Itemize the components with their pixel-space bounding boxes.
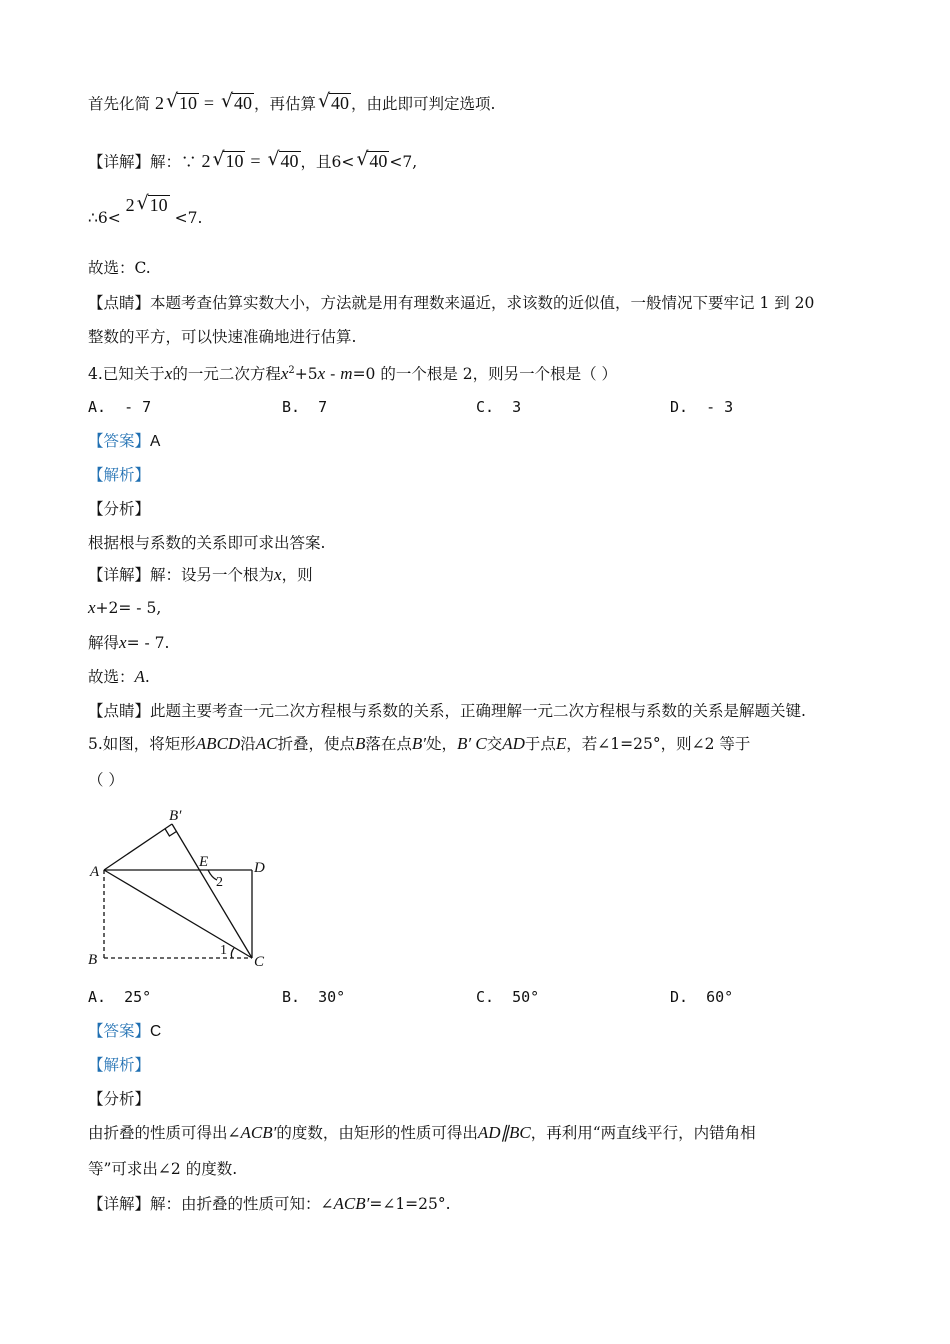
label-b: B — [88, 952, 98, 968]
q4-comment: 【点睛】此题主要考查一元二次方程根与系数的关系，正确理解一元二次方程根与系数的关系是解题关键. — [88, 702, 806, 720]
q4-step1: x+2= - 5, — [88, 598, 162, 617]
q3-detail-line: 【详解】解：∵ 2 √ 10 = √ 40 ，且6< √ 40 <7, — [88, 148, 418, 171]
q4-option-b[interactable]: B. 7 — [282, 398, 328, 416]
sqrt-10: √ 10 — [212, 148, 244, 171]
segment-bprime-c — [172, 824, 252, 958]
q4-detail: 【详解】解：设另一个根为x，则 — [88, 565, 313, 584]
label-bprime: B′ — [169, 808, 182, 824]
folded-rectangle-figure — [84, 802, 284, 974]
q4-step2: 解得x= - 7. — [88, 633, 170, 652]
q4-analysis-tag: 【解析】 — [88, 466, 151, 484]
q4-option-c[interactable]: C. 3 — [476, 398, 522, 416]
angle-1-arc — [231, 948, 234, 958]
q4-answer: 【答案】A — [88, 432, 161, 450]
q5-option-b[interactable]: B. 30° — [282, 988, 346, 1006]
label-c: C — [254, 954, 265, 970]
label-angle-1: 1 — [220, 943, 227, 958]
q3-analysis-line: 首先化简 2 √ 10 = √ 40 ，再估算 √ 40 ，由此即可判定选项. — [88, 90, 496, 113]
q5-fenxi-tag: 【分析】 — [88, 1090, 151, 1108]
q5-option-c[interactable]: C. 50° — [476, 988, 540, 1006]
sqrt-10: √ 10 — [165, 90, 197, 113]
sqrt-40: √ 40 — [220, 90, 252, 113]
q5-detail: 【详解】解：由折叠的性质可知：∠ACB′=∠1=25°. — [88, 1194, 451, 1213]
label-angle-2: 2 — [216, 875, 223, 890]
label-e: E — [199, 854, 209, 870]
label-a: A — [90, 864, 100, 880]
q5-option-d[interactable]: D. 60° — [670, 988, 734, 1006]
q5-stem: 5.如图，将矩形ABCD沿AC折叠，使点B落在点B′处，B′ C交AD于点E，若∠1=25°，则∠2 等于 — [88, 734, 751, 753]
sqrt-40: √ 40 — [356, 148, 388, 171]
sqrt-40: √ 40 — [318, 90, 349, 113]
q5-fenxi-line2: 等”可求出∠2 的度数. — [88, 1160, 238, 1178]
sqrt-40: √ 40 — [267, 148, 299, 171]
q4-fenxi-tag: 【分析】 — [88, 500, 151, 518]
q3-therefore-line: ∴6< 2 √ 10 <7. — [88, 192, 203, 227]
label-d: D — [254, 860, 265, 876]
q5-option-a[interactable]: A. 25° — [88, 988, 152, 1006]
q4-option-d[interactable]: D. - 3 — [670, 398, 734, 416]
sqrt-10: √ 10 — [136, 192, 168, 215]
q4-option-a[interactable]: A. - 7 — [88, 398, 152, 416]
right-angle-mark — [165, 829, 176, 836]
q3-comment-line2: 整数的平方，可以快速准确地进行估算. — [88, 328, 357, 346]
q5-fenxi-line1: 由折叠的性质可得出∠ACB′的度数，由矩形的性质可得出AD∥BC，再利用“两直线平行，内错角相 — [88, 1123, 756, 1142]
q5-answer: 【答案】C — [88, 1022, 162, 1040]
q4-stem: 4.已知关于x的一元二次方程$x^2+5x - m=0$ 的一个根是 2，则另一个根是（ ） — [88, 364, 618, 384]
q3-choose: 故选：C. — [88, 259, 151, 277]
q4-fenxi: 根据根与系数的关系即可求出答案. — [88, 534, 326, 552]
q3-comment-line1: 【点睛】本题考查估算实数大小，方法就是用有理数来逼近，求该数的近似值，一般情况下要牢记 1 到 20 — [88, 294, 815, 312]
q4-choose: 故选：A. — [88, 667, 150, 686]
segment-ab-prime — [104, 824, 172, 870]
q5-paren: （ ） — [88, 771, 124, 789]
q5-analysis-tag: 【解析】 — [88, 1056, 151, 1074]
segment-ac — [104, 870, 252, 958]
